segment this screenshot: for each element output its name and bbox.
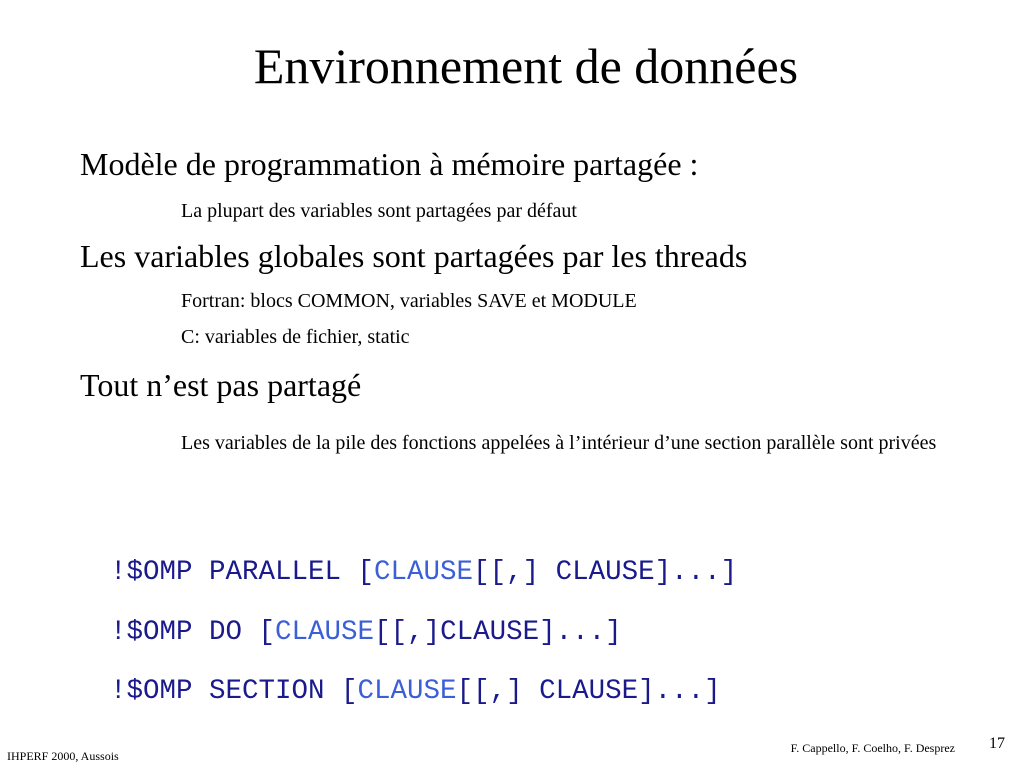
- footer-authors: F. Cappello, F. Coelho, F. Desprez: [790, 741, 955, 755]
- code-directive: !$OMP DO [: [110, 617, 276, 648]
- code-rest: [[,]CLAUSE]...]: [374, 617, 622, 648]
- code-rest: [[,] CLAUSE]...]: [473, 557, 738, 588]
- sub-bullet-default-shared: La plupart des variables sont partagées par défaut: [181, 200, 577, 222]
- sub-bullet-stack-variables: Les variables de la pile des fonctions appelées à l’intérieur d’une section parallèle sont privées: [181, 432, 937, 454]
- code-directive: !$OMP SECTION [: [110, 676, 358, 707]
- page-number: 17: [989, 735, 1005, 752]
- bullet-not-all-shared: Tout n’est pas partagé: [80, 367, 362, 403]
- code-rest: [[,] CLAUSE]...]: [456, 676, 721, 707]
- code-clause: CLAUSE: [275, 617, 375, 648]
- slide-title: Environnement de données: [253, 38, 799, 94]
- code-directive: !$OMP PARALLEL [: [110, 557, 375, 588]
- sub-bullet-fortran: Fortran: blocs COMMON, variables SAVE et MODULE: [181, 290, 637, 312]
- sub-bullet-c: C: variables de fichier, static: [181, 326, 410, 348]
- code-line-do: [110, 616, 622, 650]
- bullet-global-variables: Les variables globales sont partagées par les threads: [80, 238, 748, 274]
- code-clause: CLAUSE: [357, 676, 457, 707]
- footer-conference: IHPERF 2000, Aussois: [7, 749, 119, 763]
- code-clause: CLAUSE: [374, 557, 474, 588]
- code-line-section: [110, 675, 721, 709]
- code-line-parallel: [110, 556, 737, 590]
- bullet-shared-memory-model: Modèle de programmation à mémoire partagée :: [80, 146, 699, 182]
